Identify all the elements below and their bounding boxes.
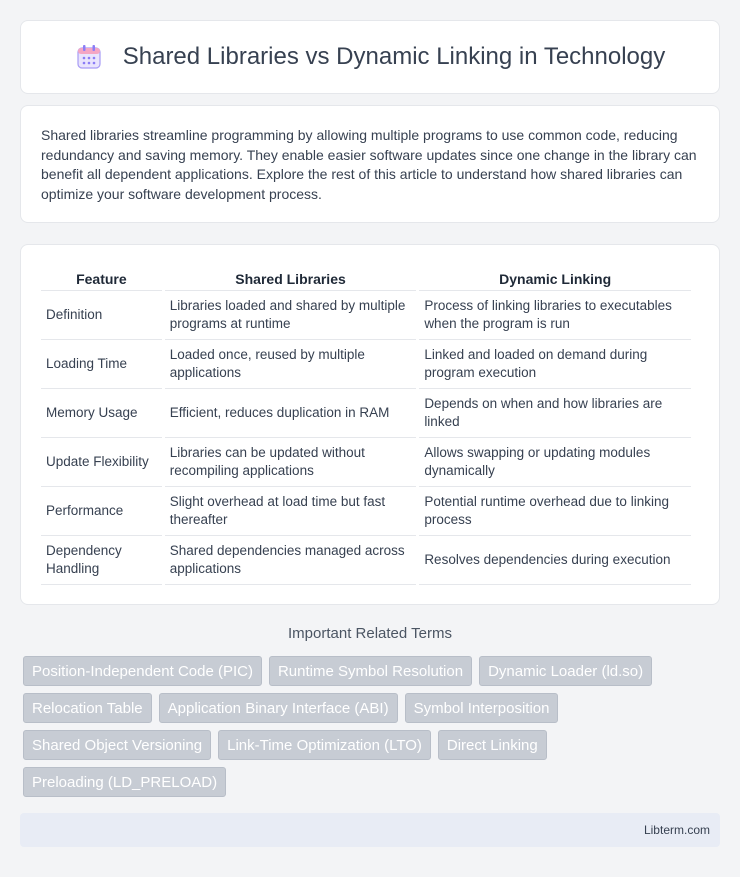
tag-shared-object-versioning[interactable]: Shared Object Versioning [23,730,211,760]
row-feature: Memory Usage [41,389,162,438]
footer-site-name[interactable]: Libterm.com [643,823,710,837]
tag-runtime-symbol-resolution[interactable]: Runtime Symbol Resolution [269,656,472,686]
row-shared: Efficient, reduces duplication in RAM [165,389,417,438]
row-dynamic: Depends on when and how libraries are linked [419,389,691,438]
row-dynamic: Resolves dependencies during execution [419,536,691,585]
tag-position-independent-code[interactable]: Position-Independent Code (PIC) [23,656,262,686]
row-shared: Libraries can be updated without recompiling applications [165,438,417,487]
related-terms-title: Important Related Terms [288,625,452,642]
table-row [41,536,691,585]
row-feature: Loading Time [41,340,162,389]
header-shared-libraries: Shared Libraries [165,267,417,291]
tag-preloading[interactable]: Preloading (LD_PRELOAD) [23,767,226,797]
intro-paragraph: Shared libraries streamline programming by allowing multiple programs to use common code, reducing redundancy and saving memory. They enable easier software updates since one change in the library can benefit all dependent applications. Explore the rest of this article to understand how shared libraries can optimize your software development process. [41,127,697,202]
row-shared: Loaded once, reused by multiple applications [165,340,417,389]
row-shared: Shared dependencies managed across applications [165,536,417,585]
row-shared: Slight overhead at load time but fast thereafter [165,487,417,536]
tag-link-time-optimization[interactable]: Link-Time Optimization (LTO) [218,730,431,760]
row-feature: Dependency Handling [41,536,162,585]
row-dynamic: Linked and loaded on demand during program execution [419,340,691,389]
table-row [41,438,691,487]
comparison-table-card [20,244,720,605]
table-row [41,291,691,340]
row-feature: Update Flexibility [41,438,162,487]
row-feature: Definition [41,291,162,340]
title-card [20,20,720,94]
intro-card [20,105,720,223]
related-terms-section [20,625,720,797]
header-feature: Feature [41,267,162,291]
tag-dynamic-loader[interactable]: Dynamic Loader (ld.so) [479,656,652,686]
tag-symbol-interposition[interactable]: Symbol Interposition [405,693,559,723]
page-title: Shared Libraries vs Dynamic Linking in Technology [122,43,666,70]
tag-application-binary-interface[interactable]: Application Binary Interface (ABI) [159,693,398,723]
comparison-table [38,267,694,585]
calendar-icon [75,43,103,71]
related-terms-tags [20,656,700,797]
footer [20,813,720,847]
table-row [41,487,691,536]
row-dynamic: Allows swapping or updating modules dynamically [419,438,691,487]
row-dynamic: Process of linking libraries to executables when the program is run [419,291,691,340]
tag-relocation-table[interactable]: Relocation Table [23,693,152,723]
table-row [41,340,691,389]
tag-direct-linking[interactable]: Direct Linking [438,730,547,760]
row-feature: Performance [41,487,162,536]
table-row [41,389,691,438]
row-dynamic: Potential runtime overhead due to linking process [419,487,691,536]
header-dynamic-linking: Dynamic Linking [419,267,691,291]
table-header-row [41,267,691,291]
row-shared: Libraries loaded and shared by multiple programs at runtime [165,291,417,340]
